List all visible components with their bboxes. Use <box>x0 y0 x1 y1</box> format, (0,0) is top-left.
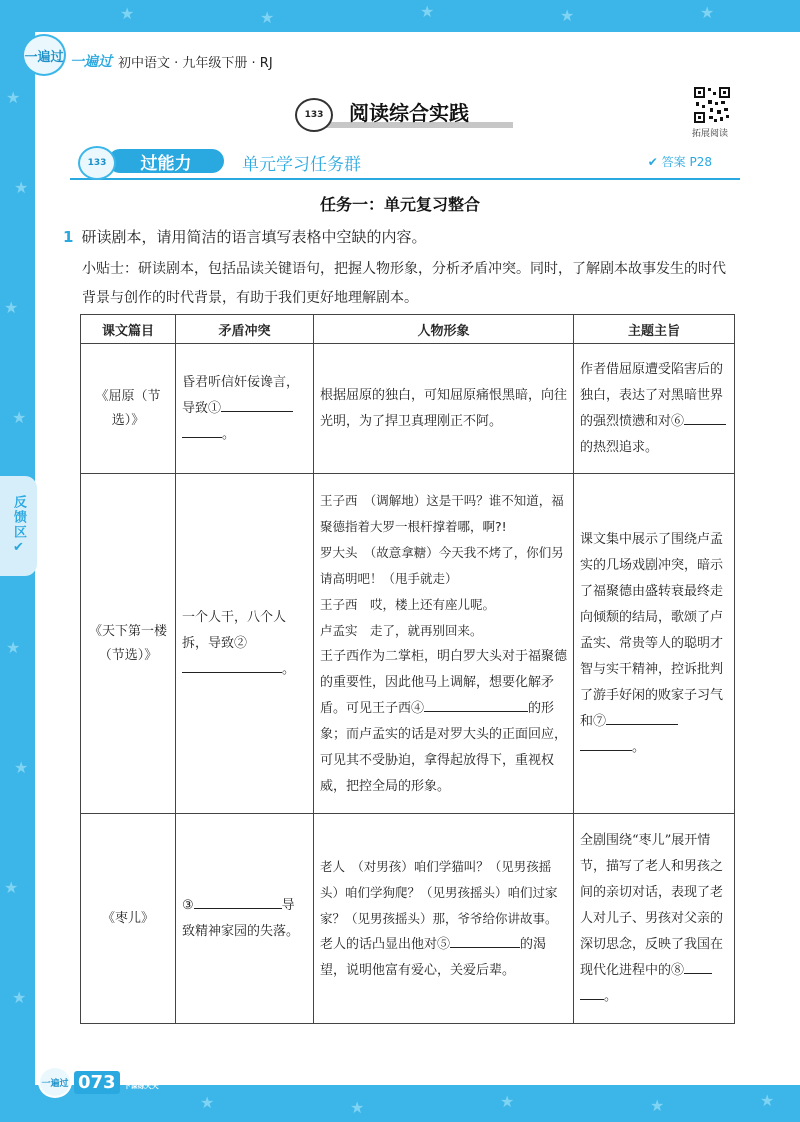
theme-cell: 课文集中展示了围绕卢孟实的几场戏剧冲突，暗示了福聚德由盛转衰最终走向倾颓的结局，歌颂了卢孟实、常贵等人的聪明才智与实干精神，控诉批判了游手好闲的败家子习气和⑦。 <box>574 474 735 814</box>
answer-blank-2[interactable] <box>182 659 254 673</box>
theme-cell: 全剧围绕“枣儿”展开情节，描写了老人和男孩之间的亲切对话，表现了老人对儿子、男孩对父亲的深切思念，反映了我国在现代化进程中的⑧。 <box>574 814 735 1024</box>
brand-name: 一遍过 <box>70 54 112 70</box>
star-background: ★ ★ ★ ★ ★ ★ ★ ★ ★ ★ ★ ★ ★ ★ ★ ★ ★ ★ <box>4 2 775 1117</box>
footer <box>38 1066 159 1098</box>
qr-code-icon <box>693 86 731 124</box>
feedback-tab[interactable]: 反馈区 ✔ <box>0 476 37 576</box>
script-line: 卢孟实 走了，就再别回来。 <box>320 622 483 638</box>
analysis-text: 老人的话凸显出他对⑤ 的渴望，说明他富有爱心，关爱后辈。 <box>320 932 567 984</box>
header-theme: 主题主旨 <box>574 315 735 344</box>
row-title: 《天下第一楼（节选）》 <box>81 474 176 814</box>
page-number: 073 <box>74 1071 120 1094</box>
table-row <box>81 474 735 814</box>
script-line: 老人 （对男孩）咱们学猫叫？（见男孩摇头）咱们学狗爬？（见男孩摇头）咱们过家家？（见男孩摇头）那，爷爷给你讲故事。 <box>320 858 558 926</box>
answer-blank-5[interactable] <box>450 934 520 948</box>
answer-blank-8[interactable] <box>684 960 712 974</box>
answer-blank-1-cont[interactable] <box>182 424 222 438</box>
conflict-cell: 昏君听信奸佞谗言，导致①。 <box>176 344 314 474</box>
answer-reference: ✔ 答案 P28 <box>647 155 712 169</box>
footer-slogan: 上课认真听 下课练天天 <box>123 1073 159 1090</box>
table-row <box>81 814 735 1024</box>
analysis-text: 王子西作为二掌柜，明白罗大头对于福聚德的重要性，因此他马上调解，想要化解矛盾。可见王子西④ 的形象；而卢孟实的话是对罗大头的正面回应，可见其不受胁迫，拿得起放得下，重视权威，把控全局的形象。 <box>320 648 568 794</box>
section-line <box>70 178 740 180</box>
answer-blank-7-cont[interactable] <box>580 737 632 751</box>
page-title-text: 阅读综合实践 <box>349 101 469 125</box>
section-mascot-icon: 133 <box>78 146 116 180</box>
star-badge-icon: 133 <box>295 98 333 132</box>
script-line: 王子西 哎，楼上还有座儿呢。 <box>320 596 496 612</box>
answer-blank-2-cont[interactable] <box>254 659 282 673</box>
image-cell: 根据屈原的独白，可知屈原痛恨黑暗，向往光明，为了捍卫真理刚正不阿。 <box>314 344 574 474</box>
qr-label: 拓展阅读 <box>692 129 729 139</box>
script-line: 罗大头 （故意拿糖）今天我不烤了，你们另请高明吧！（甩手就走） <box>320 544 564 586</box>
answer-blank-7[interactable] <box>606 711 678 725</box>
analysis-table <box>80 314 735 1024</box>
answer-blank-3[interactable] <box>194 895 282 909</box>
question-number: 1 <box>63 228 74 246</box>
header-image: 人物形象 <box>314 315 574 344</box>
question-text: 研读剧本，请用简洁的语言填写表格中空缺的内容。 <box>81 228 427 246</box>
answer-blank-1[interactable] <box>221 398 293 412</box>
section-title: 单元学习任务群 <box>242 155 361 175</box>
answer-blank-4[interactable] <box>424 698 528 712</box>
table-row <box>81 344 735 474</box>
row-title: 《枣儿》 <box>81 814 176 1024</box>
header-title: 课文篇目 <box>81 315 176 344</box>
tip-text: 小贴士：研读剧本，包括品读关键语句，把握人物形象，分析矛盾冲突。同时，了解剧本故事发生的时代背景与创作的时代背景，有助于我们更好地理解剧本。 <box>82 261 726 306</box>
image-cell <box>314 814 574 1024</box>
theme-cell: 作者借屈原遭受陷害后的独白，表达了对黑暗世界的强烈愤懑和对⑥的热烈追求。 <box>574 344 735 474</box>
task-title: 任务一：单元复习整合 <box>319 195 480 214</box>
section-header <box>70 146 740 180</box>
header-conflict: 矛盾冲突 <box>176 315 314 344</box>
row-title: 《屈原（节选）》 <box>81 344 176 474</box>
section-pill: 过能力 <box>108 149 224 173</box>
question-line <box>63 226 426 247</box>
table-header-row <box>81 315 735 344</box>
footer-mascot-icon: 一遍过 <box>38 1066 72 1098</box>
page-title <box>295 96 515 130</box>
header <box>70 51 273 71</box>
subject-line: 初中语文 · 九年级下册 · RJ <box>118 55 273 71</box>
image-cell <box>314 474 574 814</box>
answer-blank-6[interactable] <box>684 411 726 425</box>
mascot-icon: 一遍过 <box>22 34 66 76</box>
script-line: 王子西 （调解地）这是干吗？谁不知道，福聚德指着大罗一根杆撑着哪，啊?! <box>320 492 564 534</box>
conflict-cell: 一个人干，八个人拆，导致②。 <box>176 474 314 814</box>
conflict-cell: ③ 导致精神家园的失落。 <box>176 814 314 1024</box>
answer-blank-8-cont[interactable] <box>580 986 604 1000</box>
